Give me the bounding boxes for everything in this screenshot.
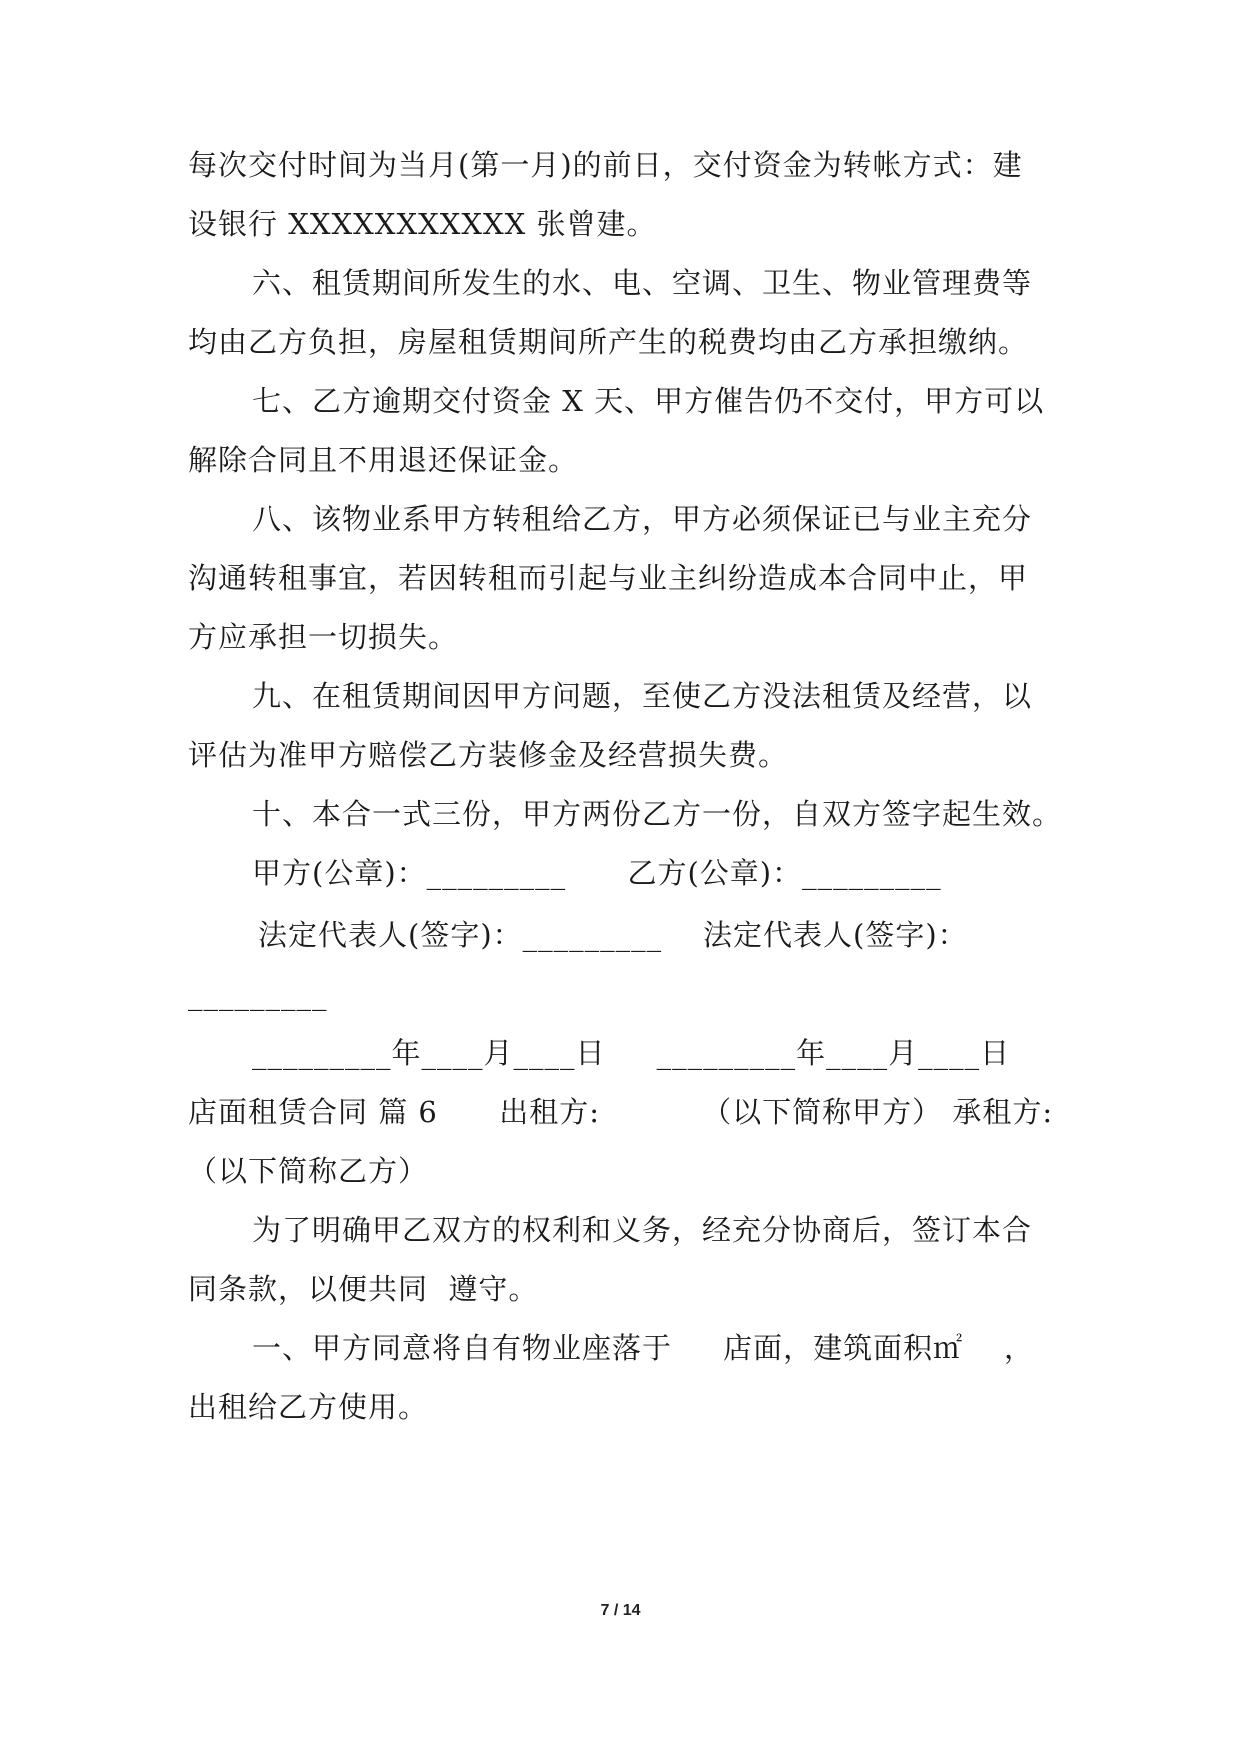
text-line: 设银行 XXXXXXXXXXX 张曾建。	[188, 207, 657, 241]
signature-line-representative: 法定代表人(签字)：_________ 法定代表人(签字)：	[258, 918, 968, 952]
text-line: 七、乙方逾期交付资金 X 天、甲方催告仍不交付，甲方可以	[252, 384, 1045, 418]
text-line: （以下简称乙方）	[188, 1154, 429, 1188]
text-line: 一、甲方同意将自有物业座落于 店面，建筑面积㎡ ，	[252, 1331, 1034, 1365]
text-line: 沟通转租事宜，若因转租而引起与业主纠纷造成本合同中止，甲	[188, 561, 1029, 595]
text-line: 出租给乙方使用。	[188, 1390, 429, 1424]
text-line: 评估为准甲方赔偿乙方装修金及经营损失费。	[188, 738, 789, 772]
text-line: 为了明确甲乙双方的权利和义务，经充分协商后，签订本合	[252, 1213, 1033, 1247]
text-line: 九、在租赁期间因甲方问题，至使乙方没法租赁及经营，以	[252, 679, 1033, 713]
text-line: 同条款，以便共同 遵守。	[188, 1272, 539, 1306]
text-line: 八、该物业系甲方转租给乙方，甲方必须保证已与业主充分	[252, 502, 1033, 536]
page-number: 7 / 14	[600, 1602, 641, 1619]
text-line: 六、租赁期间所发生的水、电、空调、卫生、物业管理费等	[252, 266, 1033, 300]
text-line: 每次交付时间为当月(第一月)的前日，交付资金为转帐方式：建	[188, 148, 1023, 182]
signature-blank: _________	[188, 977, 328, 1011]
contract-heading-line: 店面租赁合同 篇 6 出租方: （以下简称甲方） 承租方:	[188, 1095, 1054, 1129]
text-line: 方应承担一切损失。	[188, 620, 459, 654]
date-line: _________年____月____日 _________年____月____日	[252, 1036, 1011, 1070]
text-line: 解除合同且不用退还保证金。	[188, 443, 579, 477]
signature-line-seal: 甲方(公章)：_________ 乙方(公章)：_________	[252, 856, 942, 890]
text-line: 十、本合一式三份，甲方两份乙方一份，自双方签字起生效。	[252, 797, 1063, 831]
text-line: 均由乙方负担，房屋租赁期间所产生的税费均由乙方承担缴纳。	[188, 325, 1029, 359]
